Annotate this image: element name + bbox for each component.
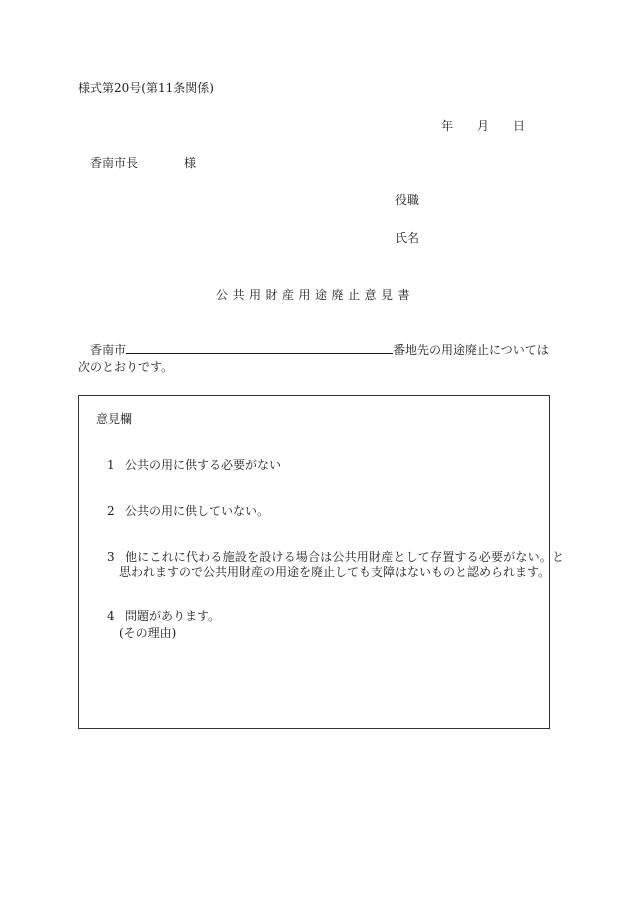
option-item-2 <box>107 505 269 517</box>
reason-note: (その理由) <box>119 626 177 640</box>
addressee-honorific: 様 <box>184 156 197 170</box>
opinion-box <box>78 395 565 729</box>
option-number: 4 <box>107 609 115 623</box>
intro-prefix: 香南市 <box>90 343 127 357</box>
option-item-4 <box>107 610 220 622</box>
date-day-label: 日 <box>513 119 526 133</box>
option-text: 他にこれに代わる施設を設ける場合は公共用財産として存置する必要がない。と <box>125 550 565 564</box>
addressee-name: 香南市長 <box>90 156 139 170</box>
intro-suffix: 番地先の用途廃止については <box>393 343 549 357</box>
option-text: 問題があります。 <box>125 609 221 623</box>
option-number: 2 <box>107 504 115 518</box>
name-label: 氏名 <box>395 231 420 245</box>
intro-line-1 <box>90 342 549 356</box>
date-year-label: 年 <box>441 119 454 133</box>
document-title: 公共用財産用途廃止意見書 <box>215 288 414 302</box>
option-text: 公共の用に供していない。 <box>125 504 270 518</box>
intro-line-2: 次のとおりです。 <box>78 360 174 374</box>
option-item-3 <box>107 551 564 563</box>
date-month-label: 月 <box>477 119 490 133</box>
address-blank-field[interactable] <box>126 342 393 354</box>
form-number: 様式第20号(第11条関係) <box>78 81 214 95</box>
opinion-heading: 意見欄 <box>96 412 133 426</box>
position-label: 役職 <box>395 193 420 207</box>
option-item-1 <box>107 459 281 471</box>
option-text: 公共の用に供する必要がない <box>125 458 282 472</box>
option-number: 3 <box>107 550 115 564</box>
option-item-3-continuation: 思われますので公共用財産の用途を廃止しても支障はないものと認められます。 <box>119 565 551 579</box>
addressee <box>90 157 196 169</box>
date-line <box>441 120 525 132</box>
option-number: 1 <box>107 458 115 472</box>
